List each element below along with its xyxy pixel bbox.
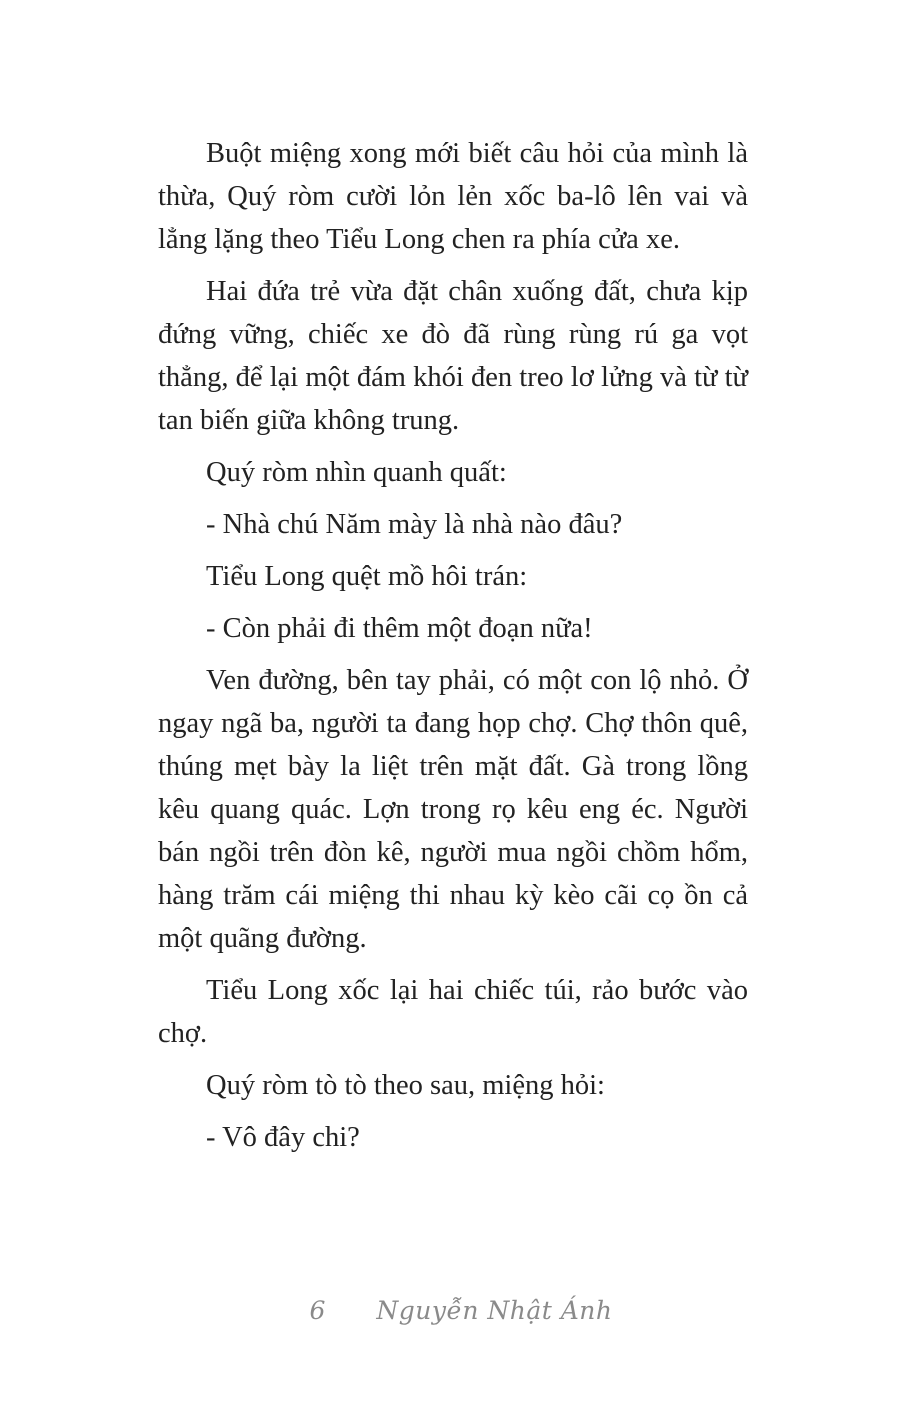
paragraph: Buột miệng xong mới biết câu hỏi của mình là thừa, Quý ròm cười lỏn lẻn xốc ba-lô lên vai và lẳng lặng theo Tiểu Long chen ra phía cửa xe. xyxy=(158,138,748,255)
paragraph: Tiểu Long xốc lại hai chiếc túi, rảo bước vào chợ. xyxy=(158,975,748,1049)
page-number: 6 xyxy=(309,1296,326,1325)
dialogue-line: - Còn phải đi thêm một đoạn nữa! xyxy=(206,613,593,644)
paragraph: Ven đường, bên tay phải, có một con lộ nhỏ. Ở ngay ngã ba, người ta đang họp chợ. Chợ thôn quê, thúng mẹt bày la liệt trên mặt đất. Gà trong lồng kêu quang quác. Lợn trong rọ kêu eng éc. Người bán ngồi trên đòn kê, người mua ngồi chồm hổm, hàng trăm cái miệng thi nhau kỳ kèo cãi cọ ồn cả một quãng đường. xyxy=(158,665,748,954)
dialogue-line: - Vô đây chi? xyxy=(206,1122,360,1153)
page-body xyxy=(158,132,748,1168)
paragraph: Quý ròm nhìn quanh quất: xyxy=(206,457,507,488)
author-name: Nguyễn Nhật Ánh xyxy=(376,1296,613,1325)
paragraph: Tiểu Long quệt mồ hôi trán: xyxy=(206,561,528,592)
paragraph: Hai đứa trẻ vừa đặt chân xuống đất, chưa kịp đứng vững, chiếc xe đò đã rùng rùng rú ga vọt thẳng, để lại một đám khói đen treo lơ lửng và từ từ tan biến giữa không trung. xyxy=(158,276,748,436)
paragraph: Quý ròm tò tò theo sau, miệng hỏi: xyxy=(206,1070,605,1101)
dialogue-line: - Nhà chú Năm mày là nhà nào đâu? xyxy=(206,509,623,540)
page-footer xyxy=(0,1296,922,1325)
